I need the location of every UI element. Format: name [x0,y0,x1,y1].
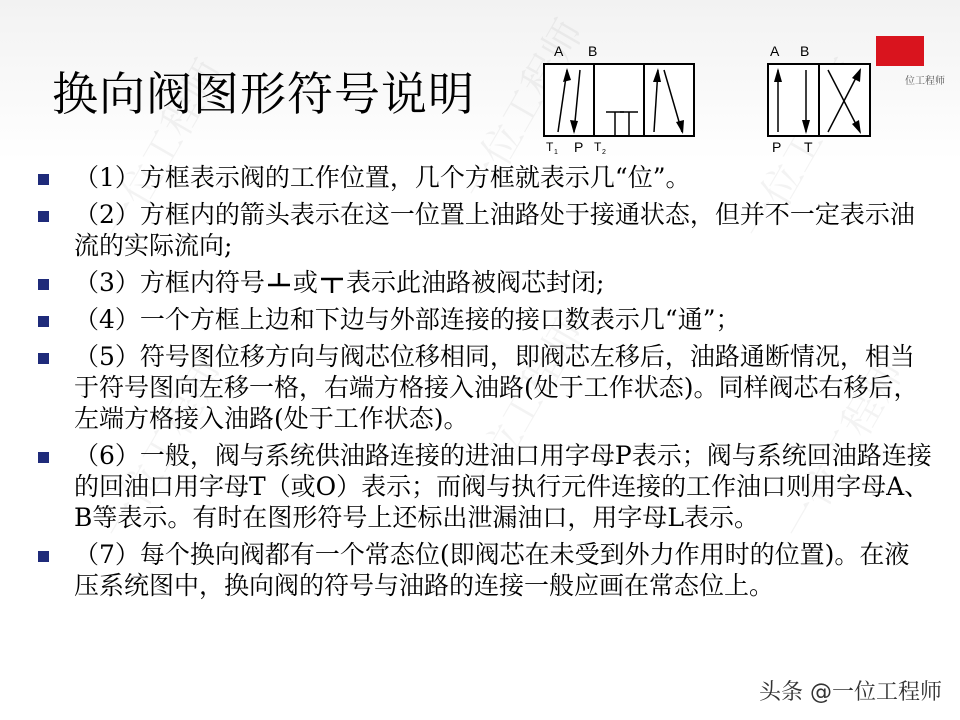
bullet-icon [38,279,49,290]
description-list [32,162,932,607]
list-item [32,267,932,298]
valve-symbol-right [760,40,880,160]
list-item [32,199,932,261]
blocked-port-up-icon [265,271,293,293]
item-text: （3）方框内符号 [74,268,265,297]
logo [876,36,924,66]
port-t-label: T [804,139,813,155]
item-text: （5）符号图位移方向与阀芯位移相同，即阀芯左移后，油路通断情况，相当于符号图向左移一格，右端方格接入油路(处于工作状态)。同样阀芯右移后，左端方格接入油路(处于工作状态)。 [74,342,919,433]
list-item [32,440,932,533]
bullet-icon [38,316,49,327]
source-watermark: 头条 @一位工程师 [759,680,942,705]
port-p-label: P [772,139,782,155]
port-p-label: P [574,139,584,155]
item-text: 表示此油路被阀芯封闭; [345,268,605,297]
valve-symbol-left [536,40,706,160]
port-a-label: A [554,43,564,59]
port-t1-label: T [546,140,554,154]
logo-text: 位工程师 [905,76,945,87]
port-a-label: A [770,43,780,59]
blocked-port-down-icon [318,273,346,295]
list-item [32,162,932,193]
item-text: 或 [292,268,318,297]
item-text: （1）方框表示阀的工作位置，几个方框就表示几“位”。 [74,163,691,192]
item-text: （7）每个换向阀都有一个常态位(即阀芯在未受到外力作用时的位置)。在液压系统图中，换向阀的符号与油路的连接一般应画在常态位上。 [74,540,910,600]
item-text: （4）一个方框上边和下边与外部连接的接口数表示几“通”； [74,305,741,334]
page-title: 换向阀图形符号说明 [52,67,475,121]
list-item [32,341,932,434]
bullet-icon [38,174,49,185]
bullet-icon [38,211,49,222]
bullet-icon [38,551,49,562]
bullet-icon [38,452,49,463]
bullet-icon [38,353,49,364]
list-item [32,539,932,601]
port-t2-label: T [594,140,602,154]
item-text: （2）方框内的箭头表示在这一位置上油路处于接通状态，但并不一定表示油流的实际流向; [74,200,915,260]
port-b-label: B [800,43,810,59]
port-t1-subscript: 1 [554,149,558,156]
item-text: （6）一般，阀与系统供油路连接的进油口用字母P表示；阀与系统回油路连接的回油口用字母T（或O）表示；而阀与执行元件连接的工作油口则用字母A、B等表示。有时在图形符号上还标出泄漏油口，用字母L表示。 [74,441,932,532]
port-t2-subscript: 2 [602,149,606,156]
list-item [32,304,932,335]
port-b-label: B [588,43,598,59]
